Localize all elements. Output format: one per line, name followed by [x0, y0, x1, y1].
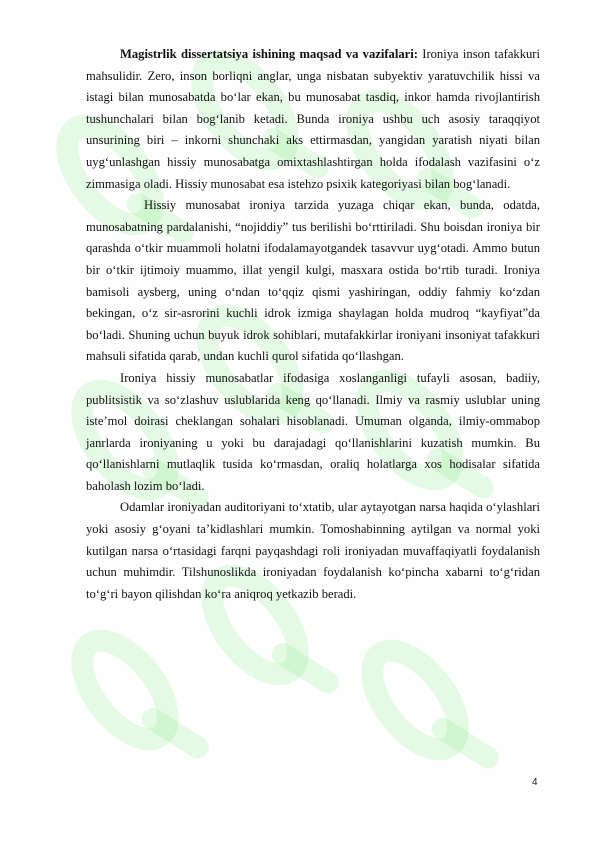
- watermark-mark: [66, 626, 204, 780]
- section-heading-inline: Magistrlik dissertatsiya ishining maqsad va vazifalari:: [120, 47, 418, 61]
- paragraph-usage-styles: [86, 368, 540, 498]
- paragraph-emotional-attitude: [86, 195, 540, 368]
- paragraph-text: Hissiy munosabat ironiya tarzida yuzaga chiqar ekan, bunda, odatda, munosabatning pardalanishi, “nojiddiy” tus berilishi bo‘rttiriladi. Shu boisdan ironiya bir qarashda o‘tkir muammoli holatni ifodalamayotgandek tasavvur uyg‘otadi. Ammo butun bir o‘tkir ijtimoiy muammo, illat yengil kulgi, masxara ostida bo‘rtib turadi. Ironiya bamisoli aysberg, uning o‘ndan to‘qqiz qismi yashiringan, oddiy fahmiy ko‘zdan bekingan, o‘z sir-asrorini kuchli idrok izmiga shaylagan holda mudroq “kayfiyat”da bo‘ladi. Shuning uchun buyuk idrok sohiblari, mutafakkirlar ironiyani insoniyat tafakkuri mahsuli sifatida qarab, undan kuchli qurol sifatida qo‘llashgan.: [86, 198, 540, 364]
- body-text: [86, 44, 540, 605]
- paragraph-audience: [86, 497, 540, 605]
- paragraph-text: Ironiya hissiy munosabatlar ifodasiga xoslanganligi tufayli asosan, badiiy, publitsistik va so‘zlashuv uslublarida keng qo‘llanadi. Ilmiy va rasmiy uslublar uning iste’mol doirasi cheklangan sohalari hisoblanadi. Umuman olganda, ilmiy-ommabop janrlarda ironiyaning u yoki bu darajadagi qo‘llanishlarini kuzatish mumkin. Bu qo‘llanishlarni mutlaqlik tusida ko‘rmasdan, oraliq holatlarga xos hodisalar sifatida baholash lozim bo‘ladi.: [86, 370, 540, 493]
- paragraph-text: Odamlar ironiyadan auditoriyani to‘xtatib, ular aytayotgan narsa haqida o‘ylashlari yoki asosiy g‘oyani ta’kidlashlari mumkin. Tomoshabinning aytilgan va normal yoki kutilgan narsa o‘rtasidagi farqni payqashdagi roli ironiyadan muvaffaqiyatli foydalanish uchun muhimdir. Tilshunoslikda ironiyadan foydalanish ko‘pincha xabarni to‘g‘ridan to‘g‘ri bayon qilishdan ko‘ra aniqroq yetkazib beradi.: [86, 500, 540, 601]
- paragraph-aims-and-tasks: [86, 44, 540, 195]
- paragraph-text: Ironiya inson tafakkuri mahsulidir. Zero, inson borliqni anglar, unga nisbatan subyektiv yaratuvchilik hissi va istagi bilan munosabatda bo‘lar ekan, bu munosabat tasdiq, inkor hamda rivojlantirish tushunchalari bilan bog‘lanib ketadi. Bunda ironiya ushbu uch asosiy taraqqiyot unsurining biri – inkorni shunchaki aks ettirmasdan, yangidan yaratish niyati bilan uyg‘unlashgan hissiy munosabatga omixtashlashtirgan holda ifodalash vazifasini o‘z zimmasiga oladi. Hissiy munosabat esa istehzo psixik kategoriyasi bilan bog‘lanadi.: [86, 47, 540, 191]
- watermark-mark: [356, 636, 494, 790]
- page-number: 4: [532, 777, 538, 788]
